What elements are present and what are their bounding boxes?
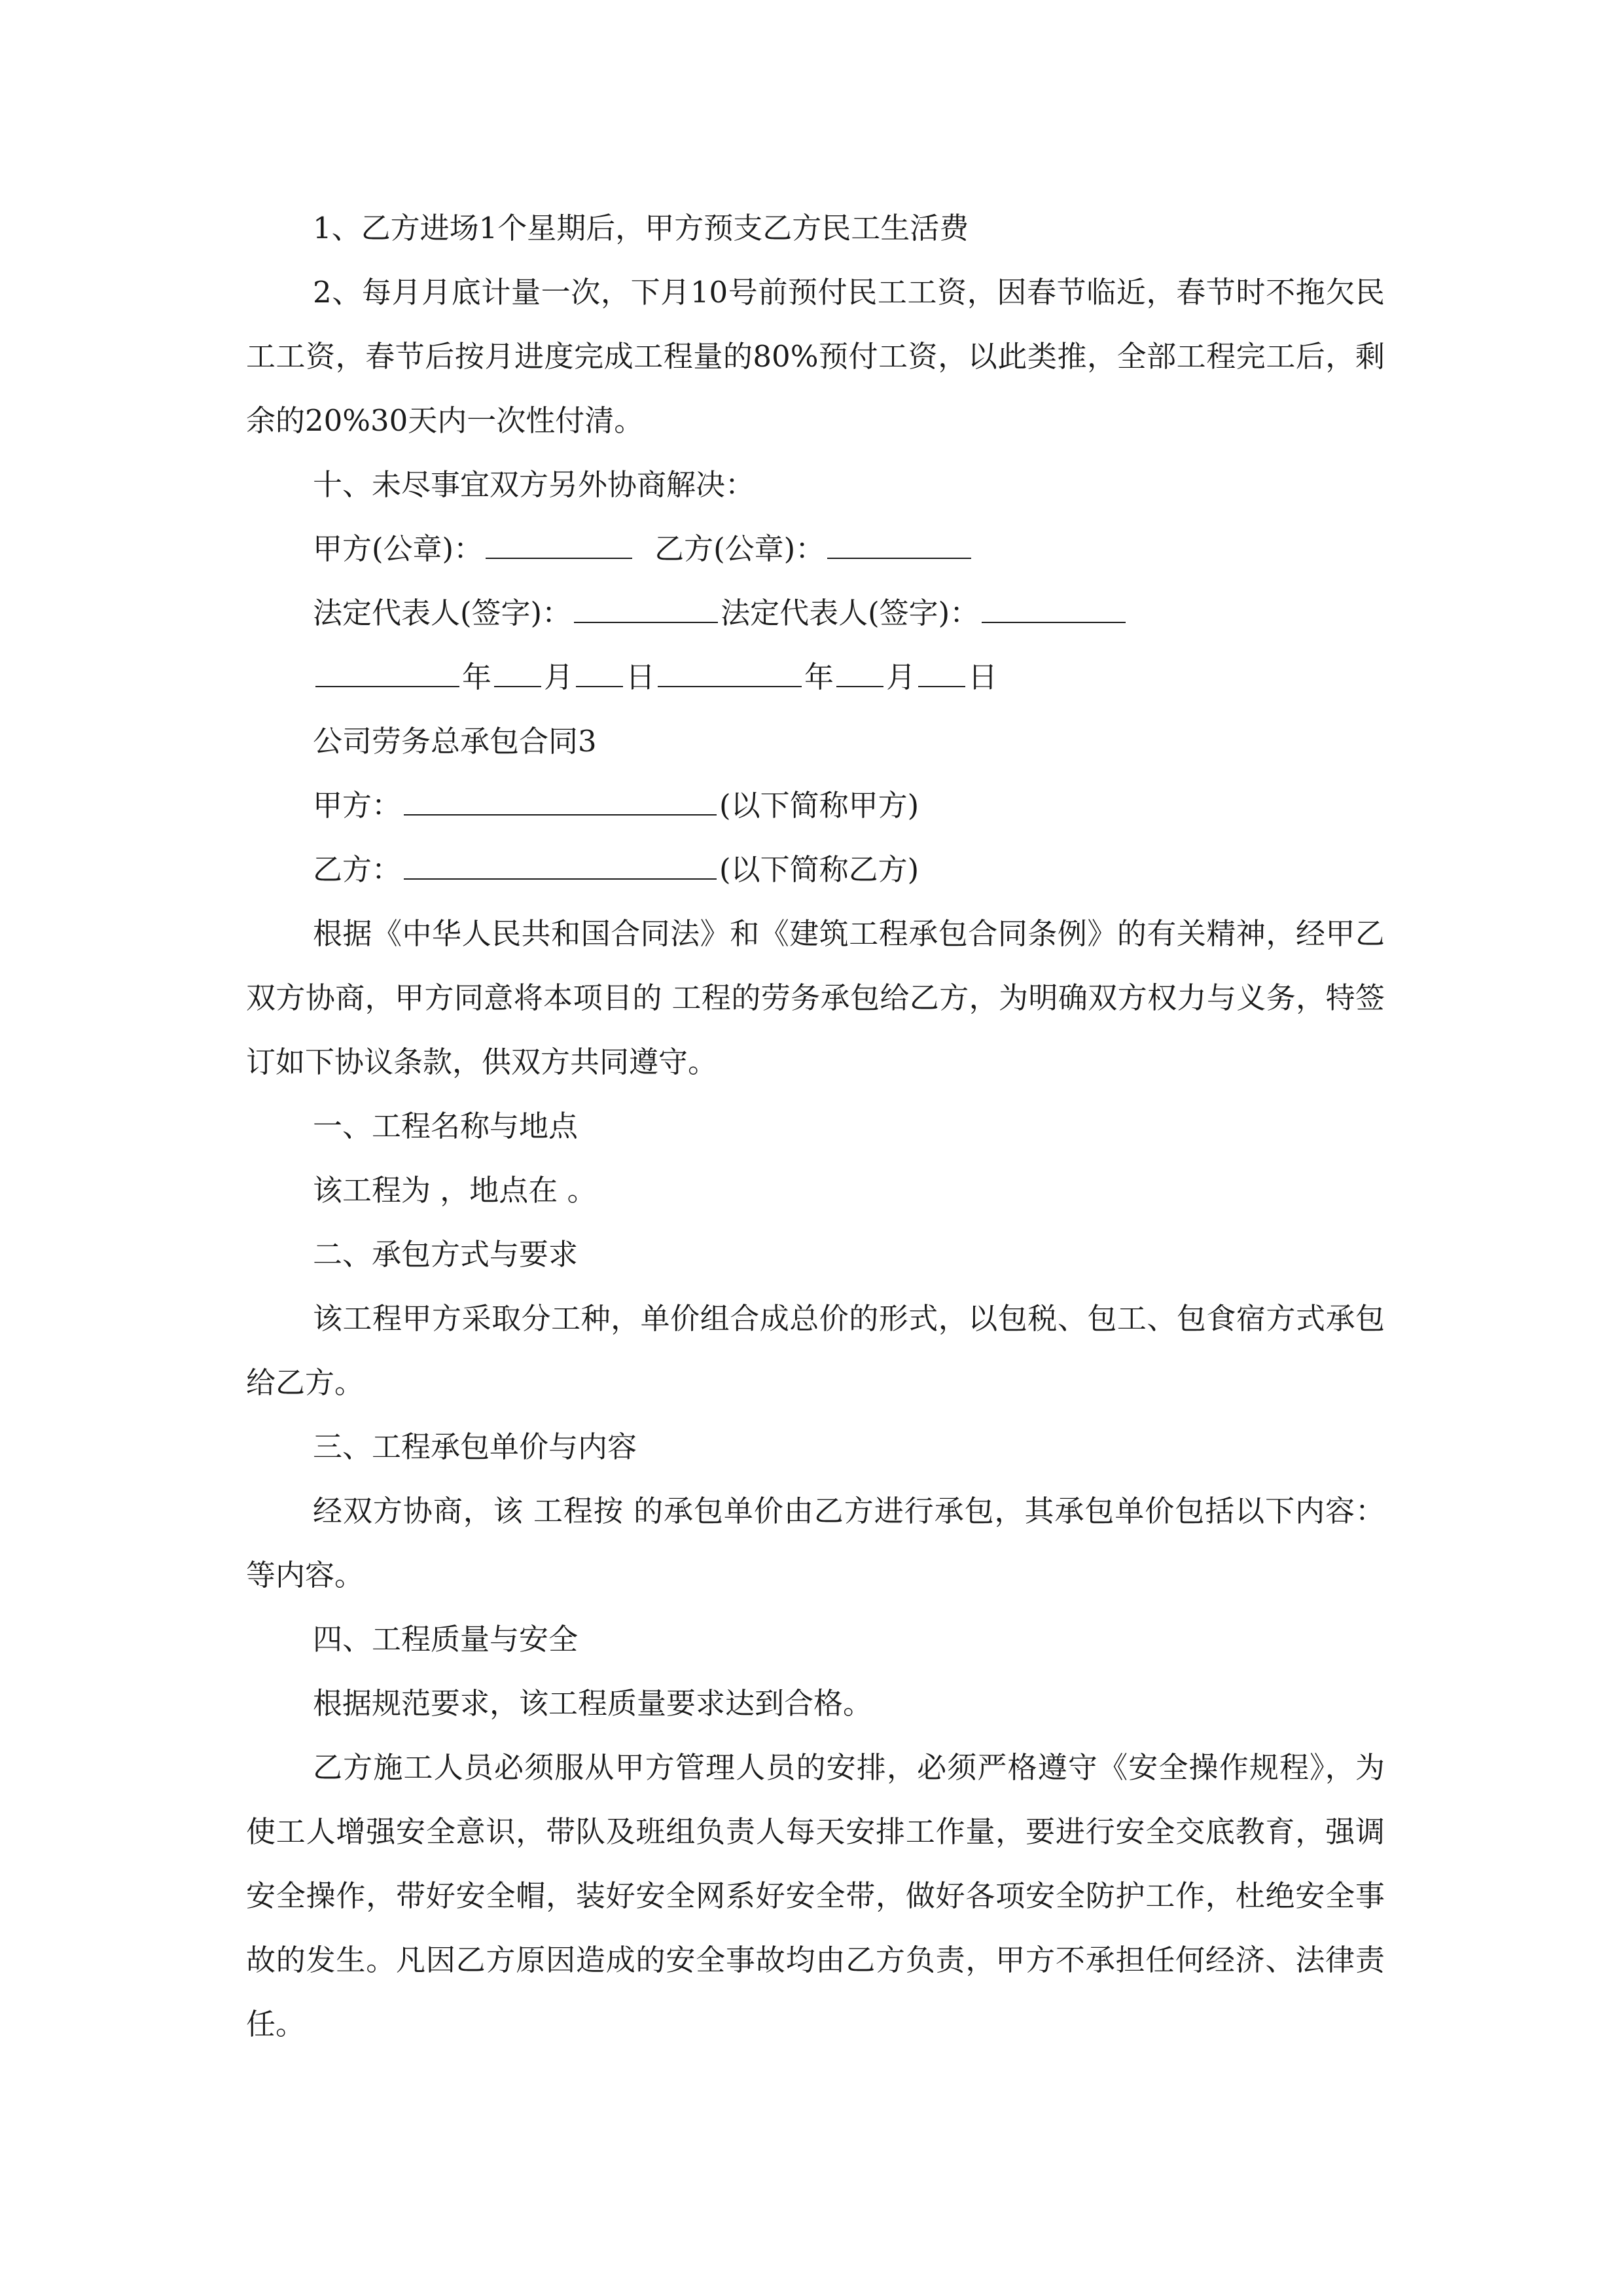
date-b-year-blank (658, 660, 802, 687)
section-four-body-quality: 根据规范要求，该工程质量要求达到合格。 (313, 1686, 873, 1721)
party-b-rep-label: 法定代表人(签字)： (721, 596, 980, 630)
paragraph-advance-living-cost: 1、乙方进场1个星期后，甲方预支乙方民工生活费 (313, 211, 969, 245)
paragraph-intro: 根据《中华人民共和国合同法》和《建筑工程承包合同条例》的有关精神，经甲乙双方协商，甲方同意将本项目的 工程的劳务承包给乙方，为明确双方权力与义务，特签订如下协议条款，供双方共同遵守。 (246, 916, 1385, 1079)
party-b-line (246, 838, 1385, 902)
section-one-body: 该工程为 ，地点在 。 (313, 1173, 597, 1208)
date-b-month-label: 月 (886, 660, 916, 694)
date-line (246, 645, 1385, 709)
paragraph-wage-payment: 2、每月月底计量一次，下月10号前预付民工工资，因春节临近，春节时不拖欠民工工资，春节后按月进度完成工程量的80%预付工资，以此类推，全部工程完工后，剩余的20%30天内一次性付清。 (246, 275, 1385, 438)
party-a-label: 甲方： (313, 788, 402, 823)
date-b-month-blank (836, 660, 883, 687)
party-a-rep-blank (574, 596, 718, 623)
date-a-month-blank (494, 660, 541, 687)
date-a-month-label: 月 (544, 660, 574, 694)
date-a-year-label: 年 (462, 660, 492, 694)
party-b-seal-blank (827, 531, 971, 559)
date-b-day-blank (918, 660, 965, 687)
party-b-suffix: (以下简称乙方) (719, 852, 919, 887)
section-two-body: 该工程甲方采取分工种，单价组合成总价的形式，以包税、包工、包食宿方式承包给乙方。 (246, 1301, 1385, 1400)
contract-page (246, 196, 1385, 2056)
party-a-suffix: (以下简称甲方) (719, 788, 919, 823)
party-a-line (246, 774, 1385, 838)
representative-line (246, 581, 1385, 645)
date-b-year-label: 年 (804, 660, 834, 694)
date-a-day-blank (576, 660, 623, 687)
section-three-title: 三、工程承包单价与内容 (313, 1429, 637, 1464)
date-b-day-label: 日 (968, 660, 998, 694)
clause-ten-unresolved-matters: 十、未尽事宜双方另外协商解决： (313, 467, 755, 502)
party-b-rep-blank (982, 596, 1126, 623)
party-b-seal-label: 乙方(公章)： (654, 531, 825, 566)
party-a-seal-blank (486, 531, 632, 559)
party-a-name-blank (404, 788, 717, 816)
party-b-name-blank (404, 852, 717, 880)
section-three-body: 经双方协商，该 工程按 的承包单价由乙方进行承包，其承包单价包括以下内容： 等内容。 (246, 1494, 1385, 1592)
section-four-body-safety: 乙方施工人员必须服从甲方管理人员的安排，必须严格遵守《安全操作规程》，为使工人增强安全意识，带队及班组负责人每天安排工作量，要进行安全交底教育，强调安全操作，带好安全帽，装好安全网系好安全带，做好各项安全防护工作，杜绝安全事故的发生。凡因乙方原因造成的安全事故均由乙方负责，甲方不承担任何经济、法律责任。 (246, 1750, 1385, 2041)
party-a-rep-label: 法定代表人(签字)： (313, 596, 572, 630)
seal-line (246, 517, 1385, 581)
party-b-label: 乙方： (313, 852, 402, 887)
section-two-title: 二、承包方式与要求 (313, 1237, 579, 1272)
section-four-title: 四、工程质量与安全 (313, 1622, 579, 1657)
contract-title: 公司劳务总承包合同3 (313, 724, 597, 759)
date-a-day-label: 日 (626, 660, 656, 694)
section-one-title: 一、工程名称与地点 (313, 1109, 579, 1143)
party-a-seal-label: 甲方(公章)： (313, 531, 484, 566)
date-a-year-blank (315, 660, 459, 687)
